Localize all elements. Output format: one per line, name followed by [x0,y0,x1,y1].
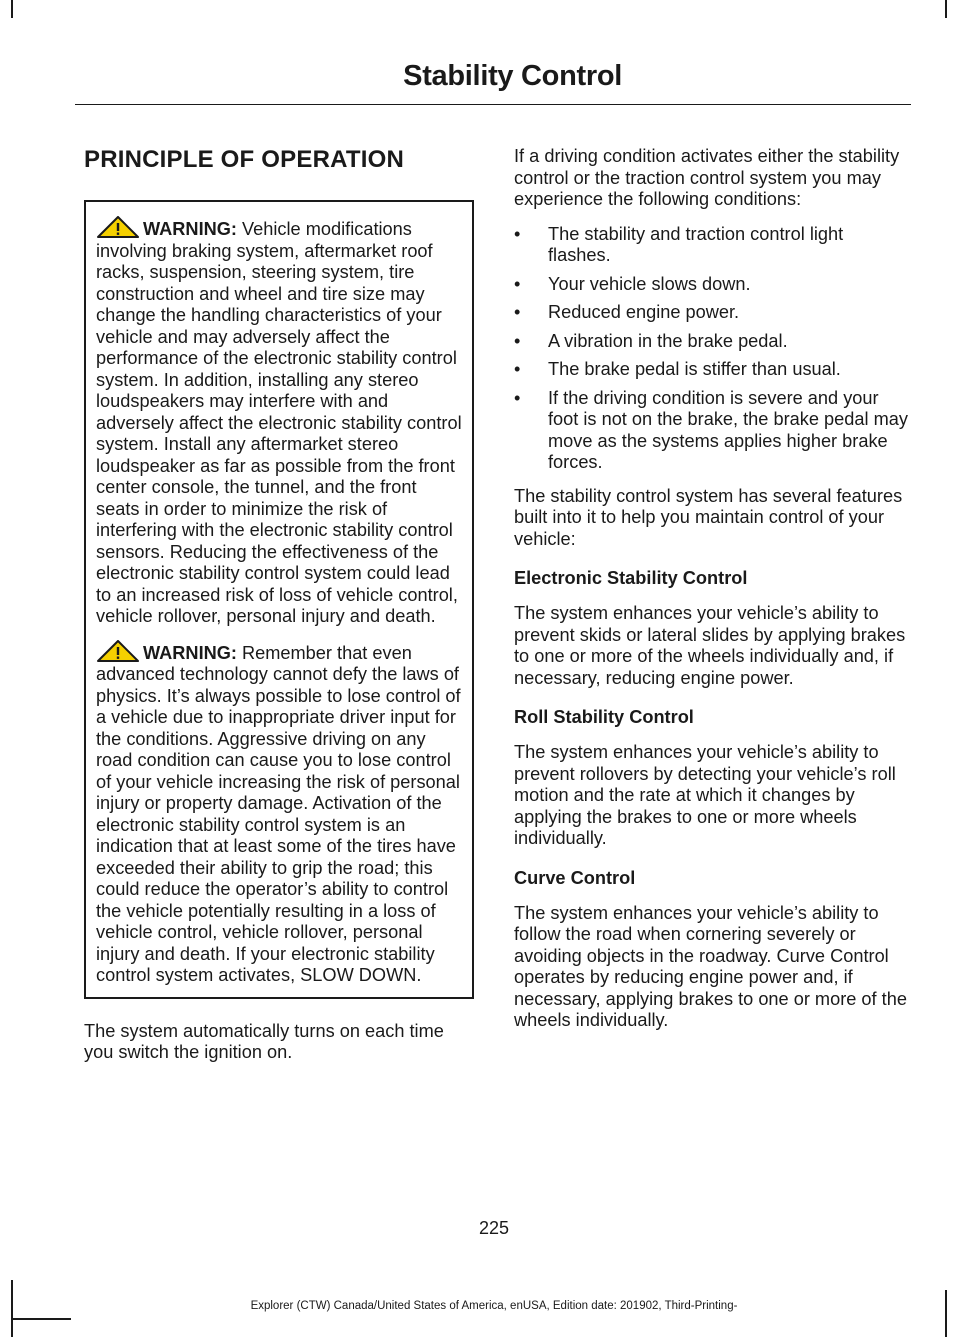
bullet-icon: • [514,387,521,408]
conditions-list [514,224,909,474]
left-column [84,146,474,1077]
list-item: • The brake pedal is stiffer than usual. [514,359,841,379]
section-title: PRINCIPLE OF OPERATION [84,146,404,173]
feature-heading-esc: Electronic Stability Control [514,568,748,588]
crop-mark-top-left [11,0,13,18]
crop-mark-top-right [945,0,947,18]
feature-text-rsc: The system enhances your vehicle’s ability to prevent rollovers by detecting your vehicle’s roll motion and the rate at which it changes by applying the brakes to one or more wheels individually. [514,742,896,848]
warning-label: WARNING: [143,219,237,239]
right-column [514,146,909,1045]
crop-mark-bottom-left-h [11,1318,71,1320]
ignition-note: The system automatically turns on each time you switch the ignition on. [84,1020,444,1062]
feature-heading-curve: Curve Control [514,867,636,888]
warning-1 [96,216,464,628]
conditions-intro: If a driving condition activates either the stability control or the traction control system you may experience the following conditions: [514,146,900,209]
warning-triangle-icon [96,216,140,238]
warning-text: Vehicle modifications involving braking system, aftermarket roof racks, suspension, steering system, tire construction and wheel and tire size may change the handling characteristics of your vehicle and may adversely affect the performance of the electronic stability control system. In addition, installing any stereo loudspeakers may interfere with and adversely affect the electronic stability control system. Install any aftermarket stereo loudspeaker as far as possible from the front center console, the tunnel, and the front seats in order to minimize the risk of interfering with the electronic stability control sensors. Reducing the effectiveness of the electronic stability control system could lead to an increased risk of loss of vehicle control, vehicle rollover, personal injury and death. [96,219,462,626]
list-item: • A vibration in the brake pedal. [514,330,788,351]
bullet-icon: • [514,359,521,379]
bullet-icon: • [514,302,521,322]
warning-2 [96,640,464,987]
list-item: • If the driving condition is severe and your foot is not on the brake, the brake pedal may move as the systems applies higher brake forces. [514,387,908,472]
warning-text: Remember that even advanced technology cannot defy the laws of physics. It’s always possible to lose control of a vehicle due to inappropriate driver input for the conditions. Aggressive driving on any road condition can cause you to lose control of your vehicle increasing the risk of personal injury or property damage. Activation of the electronic stability control system is an indication that at least some of the tires have exceeded their ability to grip the road; this could reduce the operator’s ability to control the vehicle potentially resulting in a loss of vehicle control, vehicle rollover, personal injury and death. If your electronic stability control system activates, SLOW DOWN. [96,642,461,985]
list-item: • Your vehicle slows down. [514,273,751,294]
bullet-icon: • [514,223,521,244]
list-item: • The stability and traction control light flashes. [514,223,844,265]
crop-mark-bottom-right [945,1290,947,1337]
warning-triangle-icon [96,640,140,662]
feature-text-curve: The system enhances your vehicle’s ability to follow the road when cornering severely or avoiding objects in the roadway. Curve Control operates by reducing engine power and, if necessary, applying brakes to one or more of the wheels individually. [514,902,907,1030]
feature-text-esc: The system enhances your vehicle’s ability to prevent skids or lateral slides by applying brakes to one or more of the wheels individually and, if necessary, reducing engine power. [514,603,906,688]
features-intro: The stability control system has several features built into it to help you maintain control of your vehicle: [514,485,903,549]
page-number: 225 [478,1218,510,1238]
header-divider [75,104,911,105]
bullet-icon: • [514,330,521,351]
footer-edition-info: Explorer (CTW) Canada/United States of America, enUSA, Edition date: 201902, Third-Printing- [250,1300,738,1312]
list-item: • Reduced engine power. [514,302,740,322]
page-header-title: Stability Control [403,60,622,92]
bullet-icon: • [514,273,521,294]
feature-heading-rsc: Roll Stability Control [514,707,694,727]
warning-label: WARNING: [143,642,237,663]
warning-box [84,200,474,999]
